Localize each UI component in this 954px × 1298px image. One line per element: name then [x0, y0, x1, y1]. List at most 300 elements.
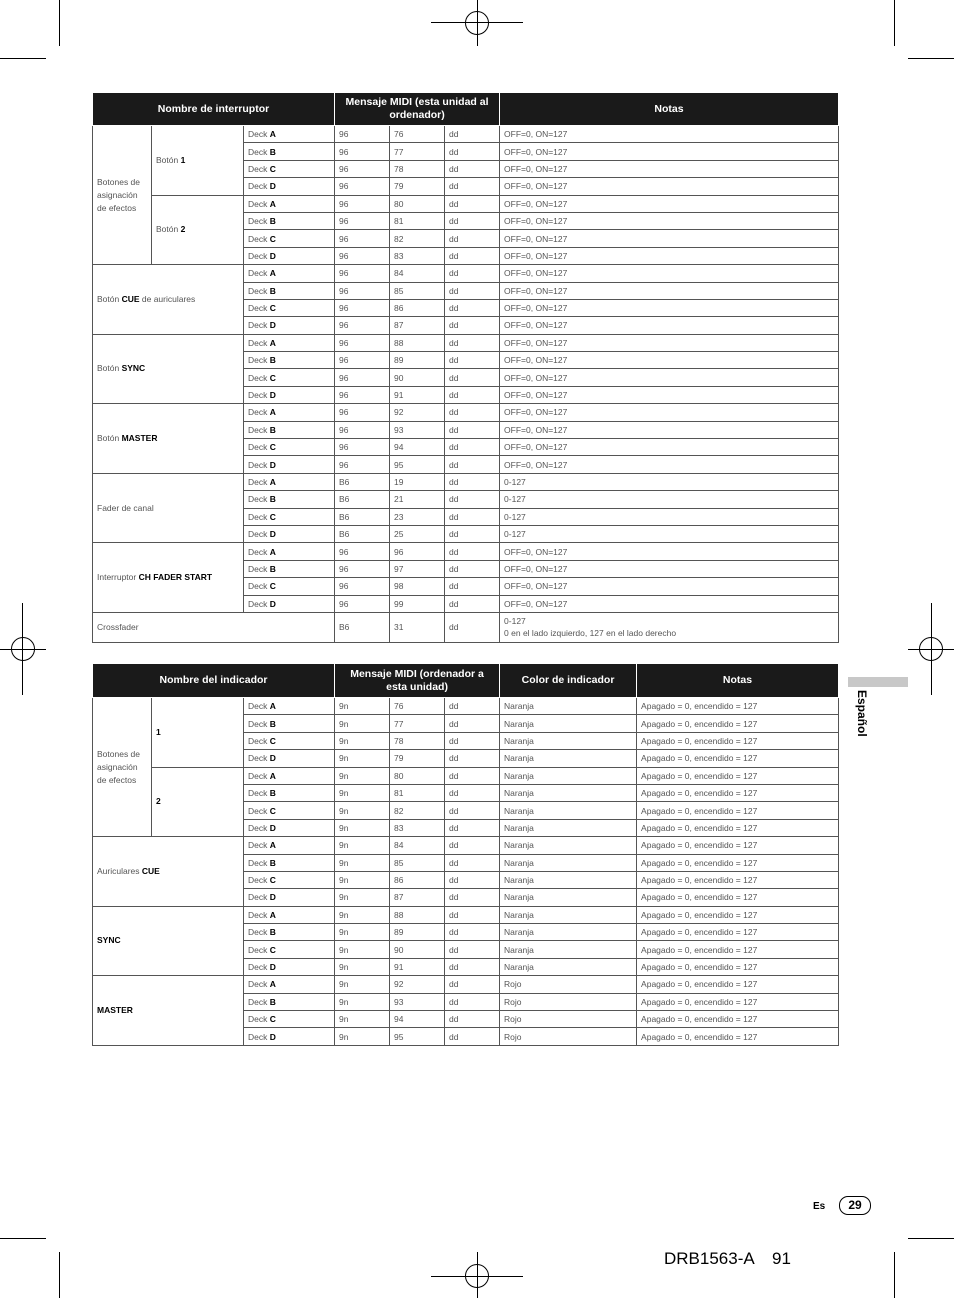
midi-note-cell: 25 — [390, 525, 445, 542]
group-label: MASTER — [93, 976, 244, 1046]
midi-value-cell: dd — [445, 854, 500, 871]
midi-status-cell: 9n — [335, 715, 390, 732]
midi-status-cell: 9n — [335, 732, 390, 749]
notes-cell: Apagado = 0, encendido = 127 — [637, 784, 839, 801]
indicator-color-cell: Naranja — [500, 732, 637, 749]
midi-status-cell: 96 — [335, 560, 390, 577]
midi-note-cell: 89 — [390, 352, 445, 369]
notes-cell: OFF=0, ON=127 — [500, 439, 839, 456]
midi-status-cell: 96 — [335, 334, 390, 351]
deck-cell: Deck A — [244, 767, 335, 784]
deck-cell: Deck C — [244, 578, 335, 595]
deck-cell: Deck C — [244, 1011, 335, 1028]
deck-cell: Deck A — [244, 265, 335, 282]
table-row — [93, 906, 839, 923]
indicator-color-cell: Naranja — [500, 958, 637, 975]
notes-cell: 0-127 — [500, 525, 839, 542]
notes-cell: Apagado = 0, encendido = 127 — [637, 819, 839, 836]
midi-value-cell: dd — [445, 525, 500, 542]
midi-value-cell: dd — [445, 195, 500, 212]
midi-note-cell: 83 — [390, 819, 445, 836]
midi-note-cell: 86 — [390, 299, 445, 316]
notes-cell: Apagado = 0, encendido = 127 — [637, 1011, 839, 1028]
midi-note-cell: 93 — [390, 993, 445, 1010]
midi-note-cell: 94 — [390, 1011, 445, 1028]
notes-cell: Apagado = 0, encendido = 127 — [637, 715, 839, 732]
notes-cell: OFF=0, ON=127 — [500, 560, 839, 577]
deck-cell: Deck D — [244, 750, 335, 767]
midi-note-cell: 88 — [390, 334, 445, 351]
midi-note-cell: 91 — [390, 958, 445, 975]
notes-cell: Apagado = 0, encendido = 127 — [637, 837, 839, 854]
midi-note-cell: 31 — [390, 612, 445, 642]
midi-note-cell: 78 — [390, 732, 445, 749]
group-label: Interruptor CH FADER START — [93, 543, 244, 613]
midi-status-cell: 96 — [335, 386, 390, 403]
crop-mark — [908, 1238, 954, 1239]
midi-status-cell: 9n — [335, 958, 390, 975]
deck-cell: Deck A — [244, 906, 335, 923]
column-header-midi: Mensaje MIDI (esta unidad al ordenador) — [335, 93, 500, 126]
switch-midi-table — [92, 92, 839, 643]
indicator-color-cell: Naranja — [500, 767, 637, 784]
midi-value-cell: dd — [445, 491, 500, 508]
midi-note-cell: 23 — [390, 508, 445, 525]
midi-value-cell: dd — [445, 439, 500, 456]
group-label: Botón CUE de auriculares — [93, 265, 244, 335]
crop-mark — [59, 0, 60, 46]
table-row — [93, 837, 839, 854]
subgroup-label: Botón 2 — [152, 195, 244, 265]
midi-status-cell: 96 — [335, 126, 390, 143]
midi-status-cell: 96 — [335, 143, 390, 160]
indicator-color-cell: Naranja — [500, 715, 637, 732]
registration-circle — [11, 637, 35, 661]
indicator-color-cell: Naranja — [500, 802, 637, 819]
notes-cell: OFF=0, ON=127 — [500, 212, 839, 229]
midi-status-cell: 96 — [335, 404, 390, 421]
deck-cell: Deck B — [244, 993, 335, 1010]
midi-note-cell: 97 — [390, 560, 445, 577]
notes-cell: 0-127 — [500, 473, 839, 490]
indicator-color-cell: Naranja — [500, 854, 637, 871]
midi-value-cell: dd — [445, 317, 500, 334]
notes-cell: 0-127 — [500, 508, 839, 525]
notes-cell: OFF=0, ON=127 — [500, 143, 839, 160]
deck-cell: Deck B — [244, 352, 335, 369]
table-row — [93, 976, 839, 993]
midi-value-cell: dd — [445, 837, 500, 854]
midi-status-cell: 96 — [335, 212, 390, 229]
page-number: 29 — [839, 1196, 871, 1215]
midi-value-cell: dd — [445, 369, 500, 386]
midi-status-cell: 96 — [335, 195, 390, 212]
deck-cell: Deck B — [244, 784, 335, 801]
midi-note-cell: 85 — [390, 282, 445, 299]
deck-cell: Deck B — [244, 282, 335, 299]
deck-cell: Deck D — [244, 247, 335, 264]
midi-status-cell: 9n — [335, 802, 390, 819]
registration-circle — [465, 11, 489, 35]
deck-cell: Deck A — [244, 976, 335, 993]
midi-status-cell: 96 — [335, 352, 390, 369]
deck-cell: Deck C — [244, 160, 335, 177]
midi-note-cell: 82 — [390, 230, 445, 247]
crop-mark — [908, 58, 954, 59]
midi-value-cell: dd — [445, 299, 500, 316]
midi-note-cell: 90 — [390, 941, 445, 958]
midi-value-cell: dd — [445, 247, 500, 264]
midi-note-cell: 21 — [390, 491, 445, 508]
midi-value-cell: dd — [445, 126, 500, 143]
notes-cell: OFF=0, ON=127 — [500, 421, 839, 438]
midi-value-cell: dd — [445, 282, 500, 299]
midi-status-cell: 96 — [335, 247, 390, 264]
notes-cell: Apagado = 0, encendido = 127 — [637, 976, 839, 993]
subgroup-label: 1 — [152, 698, 244, 768]
deck-cell: Deck B — [244, 924, 335, 941]
deck-cell: Deck A — [244, 404, 335, 421]
midi-note-cell: 84 — [390, 265, 445, 282]
midi-value-cell: dd — [445, 889, 500, 906]
crop-mark — [59, 1252, 60, 1298]
midi-value-cell: dd — [445, 265, 500, 282]
deck-cell: Deck D — [244, 889, 335, 906]
midi-status-cell: B6 — [335, 473, 390, 490]
midi-value-cell: dd — [445, 715, 500, 732]
midi-status-cell: 96 — [335, 160, 390, 177]
notes-cell: OFF=0, ON=127 — [500, 317, 839, 334]
midi-note-cell: 79 — [390, 178, 445, 195]
midi-status-cell: B6 — [335, 525, 390, 542]
notes-cell: OFF=0, ON=127 — [500, 352, 839, 369]
table-row — [93, 612, 839, 642]
midi-value-cell: dd — [445, 819, 500, 836]
notes-cell: Apagado = 0, encendido = 127 — [637, 993, 839, 1010]
deck-cell: Deck D — [244, 819, 335, 836]
midi-status-cell: 9n — [335, 767, 390, 784]
notes-cell: Apagado = 0, encendido = 127 — [637, 871, 839, 888]
subgroup-label: 2 — [152, 767, 244, 837]
midi-note-cell: 91 — [390, 386, 445, 403]
deck-cell: Deck D — [244, 958, 335, 975]
midi-value-cell: dd — [445, 976, 500, 993]
midi-note-cell: 19 — [390, 473, 445, 490]
midi-status-cell: 96 — [335, 421, 390, 438]
deck-cell: Deck A — [244, 195, 335, 212]
group-label: Botones de asignación de efectos — [93, 126, 152, 265]
page-language: Es — [813, 1201, 826, 1212]
midi-note-cell: 89 — [390, 924, 445, 941]
midi-status-cell: 9n — [335, 1011, 390, 1028]
deck-cell: Deck A — [244, 543, 335, 560]
midi-value-cell: dd — [445, 906, 500, 923]
midi-value-cell: dd — [445, 578, 500, 595]
notes-cell: OFF=0, ON=127 — [500, 386, 839, 403]
deck-cell: Deck B — [244, 421, 335, 438]
notes-cell: Apagado = 0, encendido = 127 — [637, 924, 839, 941]
midi-note-cell: 80 — [390, 767, 445, 784]
midi-note-cell: 85 — [390, 854, 445, 871]
midi-note-cell: 96 — [390, 543, 445, 560]
table-row — [93, 698, 839, 715]
midi-value-cell: dd — [445, 212, 500, 229]
midi-status-cell: 96 — [335, 578, 390, 595]
column-header-name: Nombre de interruptor — [93, 93, 335, 126]
document-code: DRB1563-A — [664, 1249, 755, 1268]
deck-cell: Deck C — [244, 732, 335, 749]
midi-value-cell: dd — [445, 941, 500, 958]
midi-value-cell: dd — [445, 560, 500, 577]
notes-cell: OFF=0, ON=127 — [500, 195, 839, 212]
notes-cell: OFF=0, ON=127 — [500, 230, 839, 247]
midi-value-cell: dd — [445, 1028, 500, 1045]
notes-cell: 0-127 0 en el lado izquierdo, 127 en el lado derecho — [500, 612, 839, 642]
indicator-color-cell: Naranja — [500, 889, 637, 906]
midi-value-cell: dd — [445, 160, 500, 177]
indicator-color-cell: Naranja — [500, 698, 637, 715]
indicator-color-cell: Naranja — [500, 871, 637, 888]
notes-cell: OFF=0, ON=127 — [500, 334, 839, 351]
deck-cell: Deck C — [244, 230, 335, 247]
language-tab — [848, 677, 908, 687]
midi-value-cell: dd — [445, 732, 500, 749]
notes-cell: Apagado = 0, encendido = 127 — [637, 750, 839, 767]
deck-cell: Deck C — [244, 871, 335, 888]
deck-cell: Deck C — [244, 369, 335, 386]
group-label: Botón SYNC — [93, 334, 244, 404]
midi-note-cell: 77 — [390, 143, 445, 160]
notes-cell: OFF=0, ON=127 — [500, 160, 839, 177]
column-header-name: Nombre del indicador — [93, 664, 335, 698]
table-row — [93, 404, 839, 421]
table-row — [93, 265, 839, 282]
midi-note-cell: 95 — [390, 456, 445, 473]
midi-status-cell: 9n — [335, 906, 390, 923]
midi-status-cell: 96 — [335, 230, 390, 247]
column-header-color: Color de indicador — [500, 664, 637, 698]
group-label: Botones de asignación de efectos — [93, 698, 152, 837]
midi-status-cell: 96 — [335, 265, 390, 282]
deck-cell: Deck A — [244, 334, 335, 351]
indicator-color-cell: Naranja — [500, 941, 637, 958]
language-tab-label: Español — [855, 690, 869, 737]
notes-cell: Apagado = 0, encendido = 127 — [637, 767, 839, 784]
deck-cell: Deck A — [244, 837, 335, 854]
deck-cell: Deck D — [244, 386, 335, 403]
midi-note-cell: 76 — [390, 698, 445, 715]
midi-note-cell: 99 — [390, 595, 445, 612]
deck-cell: Deck A — [244, 473, 335, 490]
deck-cell: Deck C — [244, 941, 335, 958]
midi-note-cell: 95 — [390, 1028, 445, 1045]
midi-value-cell: dd — [445, 784, 500, 801]
notes-cell: OFF=0, ON=127 — [500, 595, 839, 612]
notes-cell: OFF=0, ON=127 — [500, 456, 839, 473]
midi-value-cell: dd — [445, 871, 500, 888]
deck-cell: Deck A — [244, 126, 335, 143]
midi-value-cell: dd — [445, 386, 500, 403]
indicator-color-cell: Naranja — [500, 750, 637, 767]
indicator-midi-table — [92, 663, 839, 1046]
deck-cell: Deck B — [244, 854, 335, 871]
indicator-color-cell: Rojo — [500, 1028, 637, 1045]
midi-value-cell: dd — [445, 924, 500, 941]
deck-cell: Deck B — [244, 143, 335, 160]
notes-cell: 0-127 — [500, 491, 839, 508]
midi-value-cell: dd — [445, 958, 500, 975]
midi-note-cell: 78 — [390, 160, 445, 177]
midi-note-cell: 83 — [390, 247, 445, 264]
group-label: Auriculares CUE — [93, 837, 244, 907]
indicator-color-cell: Naranja — [500, 819, 637, 836]
indicator-color-cell: Naranja — [500, 837, 637, 854]
notes-cell: OFF=0, ON=127 — [500, 578, 839, 595]
registration-circle — [919, 637, 943, 661]
column-header-midi: Mensaje MIDI (ordenador a esta unidad) — [335, 664, 500, 698]
deck-cell: Deck D — [244, 525, 335, 542]
notes-cell: Apagado = 0, encendido = 127 — [637, 1028, 839, 1045]
deck-cell: Deck B — [244, 715, 335, 732]
midi-status-cell: 9n — [335, 976, 390, 993]
notes-cell: Apagado = 0, encendido = 127 — [637, 698, 839, 715]
midi-value-cell: dd — [445, 508, 500, 525]
column-header-notes: Notas — [637, 664, 839, 698]
indicator-color-cell: Rojo — [500, 1011, 637, 1028]
notes-cell: OFF=0, ON=127 — [500, 369, 839, 386]
document-page: 91 — [772, 1249, 791, 1268]
midi-status-cell: B6 — [335, 508, 390, 525]
midi-status-cell: 9n — [335, 871, 390, 888]
midi-status-cell: 9n — [335, 698, 390, 715]
midi-note-cell: 81 — [390, 784, 445, 801]
subgroup-label: Botón 1 — [152, 126, 244, 196]
crop-mark — [894, 0, 895, 46]
table-row — [93, 126, 839, 143]
deck-cell: Deck B — [244, 491, 335, 508]
midi-status-cell: 96 — [335, 299, 390, 316]
midi-value-cell: dd — [445, 178, 500, 195]
table-row — [93, 473, 839, 490]
midi-value-cell: dd — [445, 802, 500, 819]
deck-cell: Deck C — [244, 439, 335, 456]
midi-status-cell: 96 — [335, 456, 390, 473]
notes-cell: Apagado = 0, encendido = 127 — [637, 802, 839, 819]
midi-status-cell: 96 — [335, 439, 390, 456]
notes-cell: OFF=0, ON=127 — [500, 178, 839, 195]
indicator-color-cell: Rojo — [500, 976, 637, 993]
group-label: SYNC — [93, 906, 244, 976]
deck-cell: Deck C — [244, 802, 335, 819]
midi-status-cell: B6 — [335, 491, 390, 508]
notes-cell: Apagado = 0, encendido = 127 — [637, 941, 839, 958]
group-label: Botón MASTER — [93, 404, 244, 474]
notes-cell: OFF=0, ON=127 — [500, 126, 839, 143]
group-label: Fader de canal — [93, 473, 244, 543]
midi-status-cell: 96 — [335, 595, 390, 612]
midi-value-cell: dd — [445, 456, 500, 473]
midi-status-cell: 96 — [335, 178, 390, 195]
midi-status-cell: 9n — [335, 837, 390, 854]
midi-value-cell: dd — [445, 543, 500, 560]
midi-note-cell: 90 — [390, 369, 445, 386]
midi-note-cell: 79 — [390, 750, 445, 767]
midi-note-cell: 94 — [390, 439, 445, 456]
notes-cell: OFF=0, ON=127 — [500, 282, 839, 299]
midi-value-cell: dd — [445, 750, 500, 767]
midi-status-cell: 9n — [335, 993, 390, 1010]
midi-value-cell: dd — [445, 1011, 500, 1028]
midi-status-cell: 9n — [335, 819, 390, 836]
notes-cell: OFF=0, ON=127 — [500, 299, 839, 316]
table-row — [93, 195, 839, 212]
midi-status-cell: B6 — [335, 612, 390, 642]
midi-value-cell: dd — [445, 421, 500, 438]
indicator-color-cell: Naranja — [500, 924, 637, 941]
midi-status-cell: 96 — [335, 543, 390, 560]
midi-note-cell: 82 — [390, 802, 445, 819]
deck-cell: Deck B — [244, 212, 335, 229]
indicator-color-cell: Rojo — [500, 993, 637, 1010]
notes-cell: Apagado = 0, encendido = 127 — [637, 854, 839, 871]
midi-value-cell: dd — [445, 230, 500, 247]
midi-status-cell: 9n — [335, 784, 390, 801]
midi-note-cell: 87 — [390, 889, 445, 906]
table-row — [93, 334, 839, 351]
midi-note-cell: 98 — [390, 578, 445, 595]
midi-value-cell: dd — [445, 352, 500, 369]
midi-note-cell: 84 — [390, 837, 445, 854]
midi-note-cell: 87 — [390, 317, 445, 334]
notes-cell: Apagado = 0, encendido = 127 — [637, 732, 839, 749]
midi-value-cell: dd — [445, 473, 500, 490]
deck-cell: Deck D — [244, 178, 335, 195]
registration-circle — [465, 1264, 489, 1288]
notes-cell: Apagado = 0, encendido = 127 — [637, 906, 839, 923]
midi-status-cell: 96 — [335, 282, 390, 299]
midi-value-cell: dd — [445, 767, 500, 784]
midi-value-cell: dd — [445, 993, 500, 1010]
midi-note-cell: 92 — [390, 976, 445, 993]
crop-mark — [894, 1252, 895, 1298]
indicator-color-cell: Naranja — [500, 906, 637, 923]
midi-status-cell: 9n — [335, 889, 390, 906]
notes-cell: OFF=0, ON=127 — [500, 265, 839, 282]
deck-cell: Deck B — [244, 560, 335, 577]
deck-cell: Deck D — [244, 595, 335, 612]
indicator-color-cell: Naranja — [500, 784, 637, 801]
midi-value-cell: dd — [445, 612, 500, 642]
table-row — [93, 543, 839, 560]
midi-value-cell: dd — [445, 698, 500, 715]
deck-cell: Deck A — [244, 698, 335, 715]
midi-value-cell: dd — [445, 334, 500, 351]
midi-note-cell: 80 — [390, 195, 445, 212]
deck-cell: Deck C — [244, 299, 335, 316]
deck-cell: Deck D — [244, 1028, 335, 1045]
midi-status-cell: 9n — [335, 924, 390, 941]
notes-cell: Apagado = 0, encendido = 127 — [637, 889, 839, 906]
deck-cell: Deck D — [244, 317, 335, 334]
column-header-notes: Notas — [500, 93, 839, 126]
midi-note-cell: 93 — [390, 421, 445, 438]
midi-status-cell: 96 — [335, 317, 390, 334]
midi-status-cell: 9n — [335, 750, 390, 767]
notes-cell: OFF=0, ON=127 — [500, 247, 839, 264]
crop-mark — [0, 58, 46, 59]
midi-note-cell: 92 — [390, 404, 445, 421]
crossfader-label: Crossfader — [93, 612, 335, 642]
